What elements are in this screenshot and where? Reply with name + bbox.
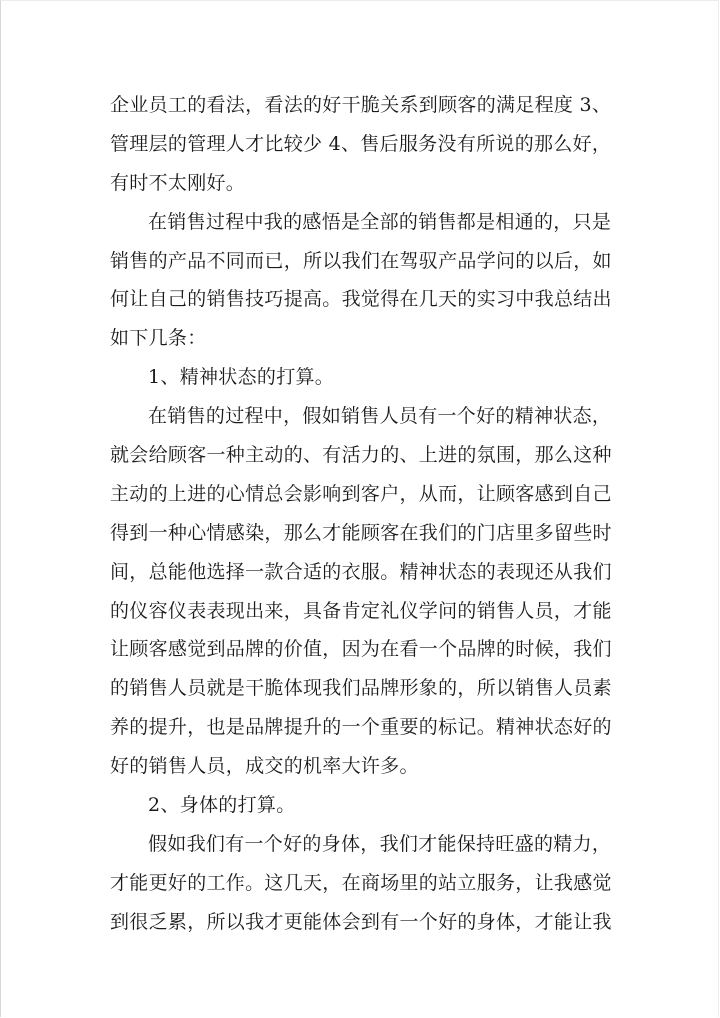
text-line: 得到一种心情感染，那么才能顾客在我们的门店里多留些时 [110, 521, 612, 544]
text-line: 的销售人员就是干脆体现我们品牌形象的，所以销售人员素 [110, 677, 612, 700]
text-line: 让顾客感觉到品牌的价值，因为在看一个品牌的时候，我们 [110, 638, 612, 661]
text-line: 养的提升，也是品牌提升的一个重要的标记。精神状态好的 [110, 716, 612, 739]
text-line: 企业员工的看法，看法的好干脆关系到顾客的满足程度 3、 [110, 94, 612, 116]
text-line: 何让自己的销售技巧提高。我觉得在几天的实习中我总结出 [110, 288, 612, 311]
text-line: 如下几条： [110, 327, 207, 350]
text-line: 才能更好的工作。这几天，在商场里的站立服务，让我感觉 [110, 871, 612, 894]
text-line: 假如我们有一个好的身体，我们才能保持旺盛的精力， [148, 832, 612, 855]
text-line: 在销售过程中我的感悟是全部的销售都是相通的，只是 [148, 210, 612, 233]
text-line: 在销售的过程中，假如销售人员有一个好的精神状态， [148, 405, 612, 428]
text-line: 主动的上进的心情总会影响到客户，从而，让顾客感到自己 [110, 482, 612, 505]
text-line: 2、身体的打算。 [148, 794, 296, 817]
text-line: 好的销售人员，成交的机率大许多。 [110, 755, 419, 778]
text-line: 的仪容仪表表现出来，具备肯定礼仪学问的销售人员，才能 [110, 599, 612, 622]
text-line: 1、精神状态的打算。 [148, 366, 335, 389]
text-line: 管理层的管理人才比较少 4、售后服务没有所说的那么好， [110, 132, 612, 155]
text-line: 间，总能他选择一款合适的衣服。精神状态的表现还从我们 [110, 560, 612, 583]
text-line: 到很乏累，所以我才更能体会到有一个好的身体，才能让我 [110, 910, 612, 933]
text-line: 销售的产品不同而已，所以我们在驾驭产品学问的以后，如 [110, 249, 612, 272]
text-line: 就会给顾客一种主动的、有活力的、上进的氛围，那么这种 [110, 444, 612, 467]
document-body [110, 86, 610, 942]
text-line: 有时不太刚好。 [110, 171, 246, 194]
